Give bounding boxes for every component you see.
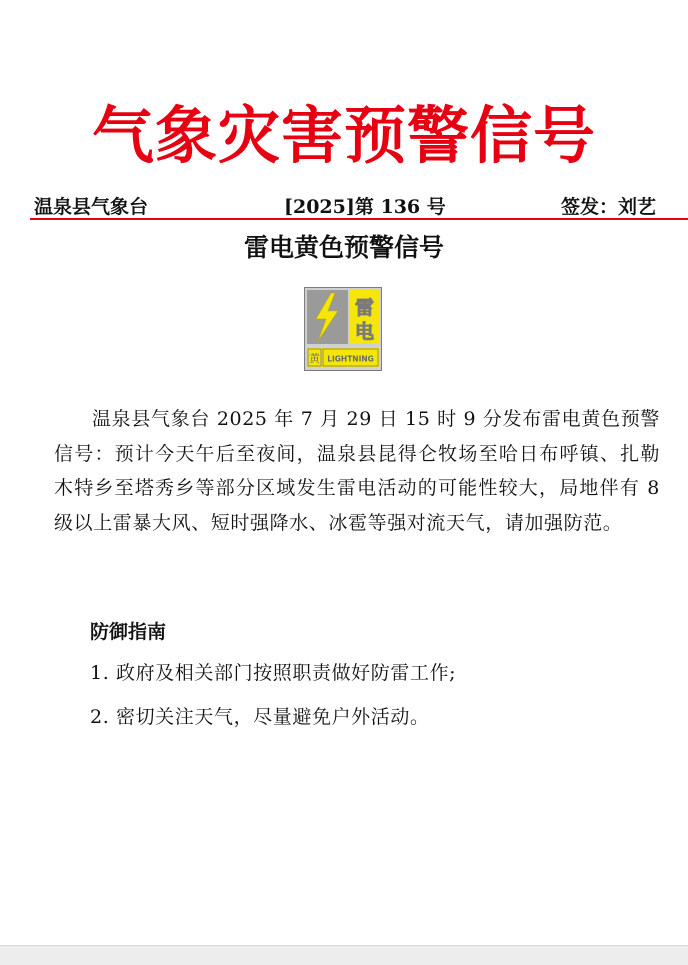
banner-title: 气象灾害预警信号 <box>91 99 596 172</box>
issuer-name: 温泉县气象台 <box>34 196 149 218</box>
viewer-bottom-bar <box>0 945 688 965</box>
icon-label-en: LIGHTNING <box>327 354 374 364</box>
lightning-yellow-warning-icon <box>304 287 382 371</box>
signer: 签发：刘艺 <box>560 196 656 218</box>
red-divider <box>30 218 688 220</box>
icon-label-cn-bottom: 电 <box>354 321 375 343</box>
guide-heading: 防御指南 <box>90 621 167 643</box>
guide-item: 2. 密切关注天气，尽量避免户外活动。 <box>90 706 430 728</box>
icon-label-cn-top: 雷 <box>354 297 375 319</box>
icon-label-small: 黄 <box>309 352 320 365</box>
document-number: [2025]第 136 号 <box>284 196 446 218</box>
warning-body-text: 温泉县气象台 2025 年 7 月 29 日 15 时 9 分发布雷电黄色预警信号：预计今天午后至夜间，温泉县昆得仑牧场至哈日布呼镇、扎勒木特乡至塔秀乡等部分区域发生雷电活动的可能性较大，局地伴有 8 级以上雷暴大风、短时强降水、冰雹等强对流天气，请加强防范。 <box>54 408 660 534</box>
signal-title: 雷电黄色预警信号 <box>243 233 444 262</box>
guide-item: 1. 政府及相关部门按照职责做好防雷工作; <box>90 662 457 684</box>
